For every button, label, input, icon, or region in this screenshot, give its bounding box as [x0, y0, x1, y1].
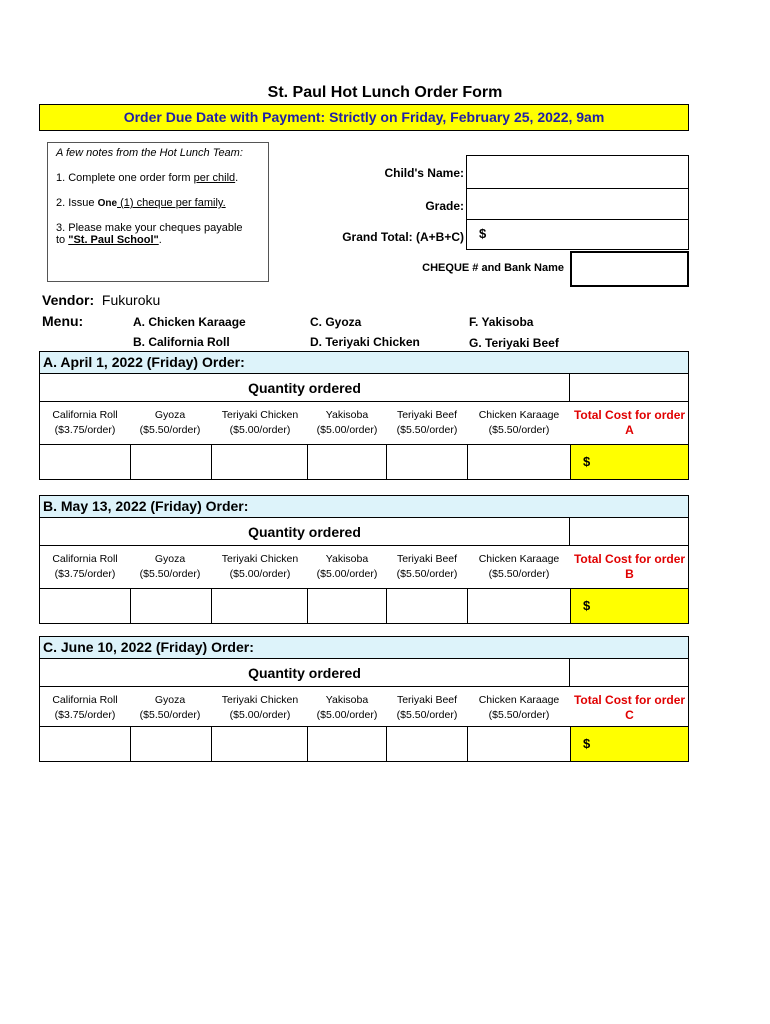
qty-input-teriyaki-chicken[interactable] — [212, 589, 308, 623]
qty-input-chicken-karaage[interactable] — [468, 445, 570, 479]
section-a-col-gyoza: Gyoza ($5.50/order) — [139, 409, 201, 436]
menu-item-c: C. Gyoza — [310, 315, 362, 329]
qty-input-teriyaki-chicken[interactable] — [212, 445, 308, 479]
section-a-col-yakisoba: Yakisoba ($5.00/order) — [316, 409, 378, 436]
menu-label: Menu: — [42, 313, 84, 329]
menu-item-g: G. Teriyaki Beef — [469, 336, 559, 350]
qty-input-yakisoba[interactable] — [308, 445, 387, 479]
cheque-field[interactable] — [570, 251, 689, 287]
qty-input-yakisoba[interactable] — [308, 589, 387, 623]
section-b-total-label: Total Cost for order B — [573, 552, 686, 581]
section-a-heading: A. April 1, 2022 (Friday) Order: — [39, 351, 689, 374]
section-a-total-label: Total Cost for order A — [573, 408, 686, 437]
note-3: 3. Please make your cheques payable — [56, 222, 243, 234]
section-a-col-teriyaki-beef: Teriyaki Beef ($5.50/order) — [396, 409, 458, 436]
cheque-label: CHEQUE # and Bank Name — [422, 262, 564, 274]
section-c-input-row — [39, 726, 571, 762]
qty-input-teriyaki-beef[interactable] — [387, 445, 469, 479]
section-b-col-teriyaki-beef: Teriyaki Beef ($5.50/order) — [396, 553, 458, 580]
grade-label: Grade: — [425, 199, 464, 213]
section-a-qty-label: Quantity ordered — [39, 374, 570, 402]
grand-total-field[interactable]: $ — [466, 220, 689, 250]
section-c-col-yakisoba: Yakisoba ($5.00/order) — [316, 694, 378, 721]
section-c-total-field[interactable]: $ — [570, 726, 689, 762]
section-c-col-gyoza: Gyoza ($5.50/order) — [139, 694, 201, 721]
note-3-cont: to "St. Paul School". — [56, 234, 162, 246]
qty-input-teriyaki-chicken[interactable] — [212, 727, 308, 761]
section-c-col-teriyaki-beef: Teriyaki Beef ($5.50/order) — [396, 694, 458, 721]
section-b-qty-spacer — [570, 518, 689, 546]
qty-input-teriyaki-beef[interactable] — [387, 727, 469, 761]
menu-item-d: D. Teriyaki Chicken — [310, 335, 420, 349]
section-b-heading: B. May 13, 2022 (Friday) Order: — [39, 495, 689, 518]
section-c-col-chicken-karaage: Chicken Karaage ($5.50/order) — [478, 694, 560, 721]
child-name-field[interactable] — [466, 155, 689, 189]
page-title: St. Paul Hot Lunch Order Form — [267, 84, 503, 101]
qty-input-california-roll[interactable] — [40, 727, 131, 761]
qty-input-gyoza[interactable] — [131, 727, 213, 761]
section-c-col-teriyaki-chicken: Teriyaki Chicken ($5.00/order) — [221, 694, 299, 721]
notes-heading: A few notes from the Hot Lunch Team: — [56, 147, 243, 159]
section-c-qty-label: Quantity ordered — [39, 659, 570, 687]
section-a-input-row — [39, 444, 571, 480]
qty-input-yakisoba[interactable] — [308, 727, 387, 761]
section-c-heading: C. June 10, 2022 (Friday) Order: — [39, 636, 689, 659]
section-b-total-field[interactable]: $ — [570, 588, 689, 624]
qty-input-chicken-karaage[interactable] — [468, 589, 570, 623]
grand-total-label: Grand Total: (A+B+C) — [342, 230, 464, 244]
section-a-col-california-roll: California Roll ($3.75/order) — [52, 409, 118, 436]
child-name-label: Child's Name: — [384, 166, 464, 180]
qty-input-chicken-karaage[interactable] — [468, 727, 570, 761]
note-1: 1. Complete one order form per child. — [56, 172, 239, 184]
qty-input-teriyaki-beef[interactable] — [387, 589, 469, 623]
section-b-qty-label: Quantity ordered — [39, 518, 570, 546]
section-c-col-california-roll: California Roll ($3.75/order) — [52, 694, 118, 721]
section-b-input-row — [39, 588, 571, 624]
vendor-line: Vendor: Fukuroku — [42, 292, 161, 308]
section-c-qty-spacer — [570, 659, 689, 687]
due-date-banner: Order Due Date with Payment: Strictly on Friday, February 25, 2022, 9am — [39, 104, 689, 131]
qty-input-gyoza[interactable] — [131, 445, 213, 479]
qty-input-california-roll[interactable] — [40, 589, 131, 623]
section-b-col-gyoza: Gyoza ($5.50/order) — [139, 553, 201, 580]
section-a-col-teriyaki-chicken: Teriyaki Chicken ($5.00/order) — [221, 409, 299, 436]
section-a-col-chicken-karaage: Chicken Karaage ($5.50/order) — [478, 409, 560, 436]
menu-item-f: F. Yakisoba — [469, 315, 534, 329]
section-a-total-field[interactable]: $ — [570, 444, 689, 480]
section-b-col-california-roll: California Roll ($3.75/order) — [52, 553, 118, 580]
qty-input-california-roll[interactable] — [40, 445, 131, 479]
menu-item-a: A. Chicken Karaage — [133, 315, 246, 329]
notes-box — [47, 142, 269, 282]
menu-item-b: B. California Roll — [133, 335, 230, 349]
qty-input-gyoza[interactable] — [131, 589, 213, 623]
section-a-qty-spacer — [570, 374, 689, 402]
section-c-total-label: Total Cost for order C — [573, 693, 686, 722]
grade-field[interactable] — [466, 189, 689, 220]
section-b-col-yakisoba: Yakisoba ($5.00/order) — [316, 553, 378, 580]
note-2: 2. Issue One (1) cheque per family. — [56, 197, 226, 209]
section-b-col-teriyaki-chicken: Teriyaki Chicken ($5.00/order) — [221, 553, 299, 580]
section-b-col-chicken-karaage: Chicken Karaage ($5.50/order) — [478, 553, 560, 580]
